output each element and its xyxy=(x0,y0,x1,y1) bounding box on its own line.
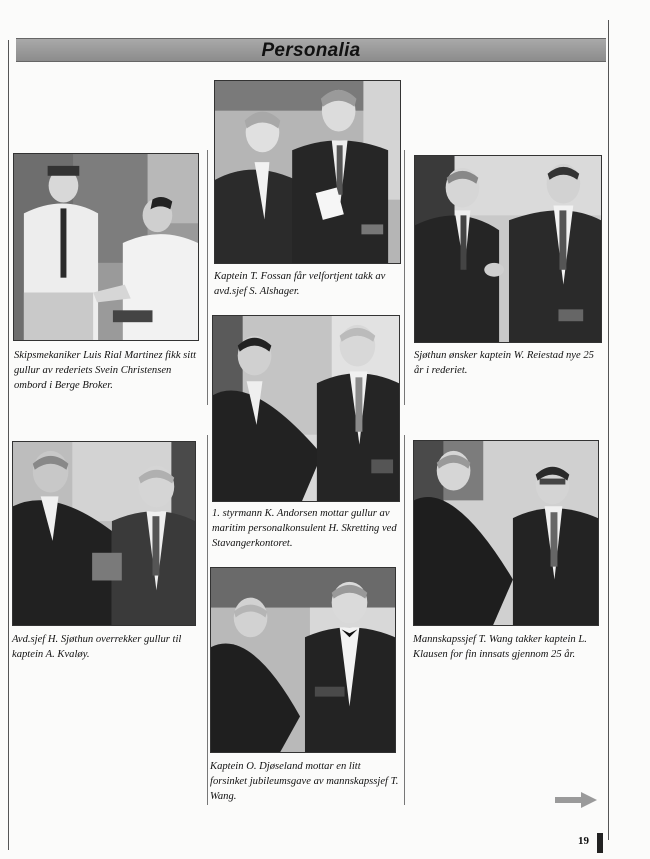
photo-klausen xyxy=(413,440,599,626)
photo-kvaloy xyxy=(12,441,196,626)
caption-djoseland: Kaptein O. Djøseland mottar en litt forsinket jubileumsgave av mannskapssjef T. Wang. xyxy=(210,761,399,802)
caption-reiestad: Sjøthun ønsker kaptein W. Reiestad nye 25 år i rederiet. xyxy=(414,350,594,376)
photo-fossan xyxy=(214,80,401,264)
photo-djoseland xyxy=(210,567,396,753)
page-number: 19 xyxy=(578,835,589,847)
photo-andorsen xyxy=(212,315,400,502)
frame-right-rule xyxy=(608,20,609,840)
page-edge-tab xyxy=(597,833,603,853)
photo-reiestad xyxy=(414,155,602,343)
caption-klausen: Mannskapssjef T. Wang takker kaptein L. Klausen for fin innsats gjennom 25 år. xyxy=(413,634,587,660)
caption-andorsen: 1. styrmann K. Andorsen mottar gullur av maritim personalkonsulent H. Skretting ved Stavangerkontoret. xyxy=(212,508,397,549)
right-arrow-icon xyxy=(555,792,597,808)
column-rule-right-bottom xyxy=(404,435,405,805)
frame-left-rule xyxy=(8,40,9,850)
page-title: Personalia xyxy=(261,40,361,61)
caption-kvaloy: Avd.sjef H. Sjøthun overrekker gullur til kaptein A. Kvaløy. xyxy=(12,634,182,660)
header-banner xyxy=(16,38,606,62)
caption-fossan: Kaptein T. Fossan får velfortjent takk av avd.sjef S. Alshager. xyxy=(214,271,386,297)
column-rule-left-bottom xyxy=(207,435,208,805)
column-rule-right-top xyxy=(404,150,405,405)
column-rule-left-top xyxy=(207,150,208,405)
photo-martinez xyxy=(13,153,199,341)
caption-martinez: Skipsmekaniker Luis Rial Martinez fikk sitt gullur av rederiets Svein Christensen ombord i Berge Broker. xyxy=(14,350,197,391)
